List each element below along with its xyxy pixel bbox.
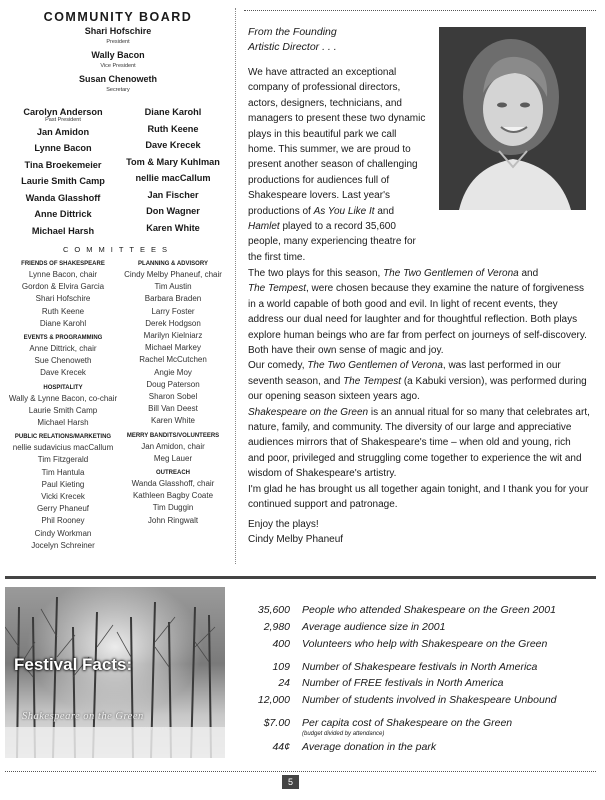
board-member: Wanda Glasshoff (25, 192, 101, 203)
fact-row (228, 677, 504, 689)
board-member: Lynne Bacon (34, 143, 92, 153)
committee-member: Tim Hantula (41, 467, 85, 477)
fact-number: 109 (272, 661, 290, 673)
committee-member: Karen White (150, 416, 196, 426)
letter-line: productions for audiences full of (248, 174, 390, 186)
committee-member: Michael Harsh (37, 418, 89, 428)
letter-text: The two plays for this season, (248, 268, 384, 279)
committee-member: Vicki Krecek (41, 492, 85, 502)
fact-text: Number of students involved in Shakespeare Unbound (302, 694, 557, 706)
board-member-note: Past President (45, 116, 81, 123)
board-member: Jan Amidon (36, 126, 90, 137)
committee-heading: PUBLIC RELATIONS/MARKETING (14, 434, 112, 441)
committee-member: Rachel McCutchen (139, 355, 207, 365)
fact-text: Average donation in the park (302, 741, 437, 753)
committee-heading: FRIENDS OF SHAKESPEARE (21, 261, 105, 267)
fact-text: Average audience size in 2001 (302, 621, 446, 633)
festival-logo: Shakespeare on the Green (22, 711, 144, 722)
letter-closing: Enjoy the plays! (248, 519, 319, 530)
board-member: Tom & Mary Kuhlman (126, 156, 220, 167)
fact-number: 24 (278, 677, 290, 689)
committee-heading: PLANNING & ADVISORY (138, 261, 208, 267)
letter-paragraph (248, 405, 590, 482)
fact-text: Per capita cost of Shakespeare on the Green (302, 717, 513, 729)
page-number: 5 (282, 775, 299, 789)
committee-member: Tim Duggin (152, 503, 194, 513)
committee-member: Bill Van Deest (148, 404, 198, 414)
director-portrait (439, 27, 586, 210)
committee-member: Cindy Workman (34, 528, 92, 538)
letter-paragraph (248, 266, 590, 358)
board-member: Diane Karohl (144, 107, 202, 117)
committee-member: Diane Karohl (39, 318, 87, 328)
committee-member: Angie Moy (154, 367, 192, 377)
committee-member: Wanda Glasshoff, chair (131, 479, 215, 489)
letter-text: and (374, 205, 395, 217)
committee-member: Gerry Phaneuf (36, 504, 90, 514)
festival-name: Shakespeare on the Green (248, 406, 369, 418)
fact-row (228, 638, 547, 650)
committee-member: Dave Krecek (40, 368, 86, 378)
committee-member: Derek Hodgson (145, 318, 201, 328)
committee-member: Doug Paterson (146, 379, 200, 389)
committee-member: Kathleen Bagby Coate (132, 491, 214, 501)
committee-member: Barbara Braden (144, 294, 202, 304)
letter-line: people, many experiencing theatre for (248, 236, 416, 248)
officer-name: Shari Hofschire (84, 26, 152, 36)
letter-paragraph: I'm glad he has brought us all together again tonight, and I thank you for your continued support and patronage. (248, 483, 589, 511)
committee-member: Shari Hofschire (35, 294, 91, 304)
board-member: Dave Krecek (145, 140, 201, 150)
fact-footnote: (budget divided by attendance) (302, 731, 385, 737)
fact-text: Number of FREE festivals in North America (302, 677, 504, 689)
play-title: The Tempest (343, 375, 402, 387)
top-divider (244, 10, 596, 11)
board-title: COMMUNITY BOARD (43, 10, 193, 24)
letter-line: home. This summer, we are proud to (248, 144, 411, 156)
letter-text: Our comedy, (248, 360, 308, 372)
festival-facts-title: Festival Facts: (14, 655, 133, 674)
fact-number: 2,980 (263, 621, 290, 633)
letter-text: (a Kabuki version), was performed during our opening season sixteen years ago. (248, 375, 587, 403)
letter-intro (248, 65, 428, 265)
committees-title: COMMITTEES (63, 245, 173, 254)
committee-member: Marilyn Kielniarz (143, 331, 203, 341)
committee-member: Larry Foster (151, 306, 195, 316)
committee-member: nellie sudavicius macCallum (12, 443, 114, 453)
fact-row (228, 694, 557, 706)
officer-secretary (8, 74, 228, 96)
committee-member: Lynne Bacon, chair (28, 270, 98, 279)
committees-left (8, 260, 118, 552)
committees (8, 245, 228, 552)
officer-name: Susan Chenoweth (78, 74, 157, 84)
letter-line: the first time. (248, 251, 306, 263)
board-member: Jan Fischer (147, 189, 199, 200)
officer-name: Wally Bacon (91, 50, 145, 60)
fact-row (228, 604, 556, 616)
committee-member: Jan Amidon, chair (141, 441, 205, 451)
committee-member: Tim Fitzgerald (37, 455, 89, 465)
board-member: Don Wagner (146, 206, 200, 216)
play-title: Hamlet (248, 221, 280, 233)
festival-logo-subtitle: CONTINUES (140, 726, 169, 731)
officer-vice-president (8, 50, 228, 72)
board-member: Carolyn Anderson (23, 107, 103, 117)
fact-number: 35,600 (257, 604, 290, 616)
committee-heading: EVENTS & PROGRAMMING (23, 335, 103, 342)
letter-line: Shakespeare lovers. Last year's (248, 190, 390, 202)
committee-member: Michael Markey (144, 343, 201, 353)
fact-number: 12,000 (257, 694, 290, 706)
letter-line: present another season of challenging (248, 159, 418, 171)
letter-text: , was last performed in our seventh season, and (248, 360, 561, 387)
committee-member: John Ringwalt (147, 515, 199, 525)
board-member: Ruth Keene (147, 123, 199, 134)
letter-body (248, 266, 590, 513)
play-title: The Two Gentlemen of Verona (383, 268, 519, 279)
board-member: Laurie Smith Camp (21, 176, 105, 186)
letter-text: is an annual ritual for so many that celebrates art, nature, family, and community. The diversity of our large and appreciative audiences mirrors that of Shakespeare's time – when old and young, rich and poor, privileged and struggling come together to experience the wit and wisdom of Shakespeare's artistry. (248, 406, 590, 480)
officer-role: Secretary (106, 87, 130, 93)
fact-number: 400 (272, 638, 290, 650)
letter-paragraph (248, 358, 590, 404)
committees-right (118, 260, 228, 552)
board-members-left (8, 104, 118, 239)
board-member: Anne Dittrick (34, 209, 92, 219)
fact-row (228, 741, 436, 753)
committee-member: Sharon Sobel (148, 392, 198, 402)
play-title: As You Like It (313, 205, 375, 217)
committee-member: Jocelyn Schreiner (31, 540, 95, 550)
committee-heading: OUTREACH (156, 470, 190, 477)
board-members-right (118, 104, 228, 239)
letter-line: plays in this beautiful park we call (248, 128, 397, 140)
committee-heading: HOSPITALITY (43, 384, 83, 391)
fact-row (228, 717, 512, 729)
board-member: Karen White (146, 222, 200, 233)
letter-heading-line: Artistic Director . . . (248, 41, 337, 53)
letter-heading (248, 25, 337, 55)
letter-heading-line: From the Founding (248, 26, 337, 38)
letter-line: managers to present these two dynamic (248, 113, 426, 125)
board-members (8, 104, 228, 239)
letter-signature: Cindy Melby Phaneuf (248, 534, 344, 546)
footer-divider (5, 771, 596, 772)
column-divider (235, 8, 236, 564)
board-member: Tina Broekemeier (24, 159, 102, 170)
letter-signoff (248, 517, 343, 548)
letter-text: and (518, 268, 539, 279)
fact-text: People who attended Shakespeare on the Green 2001 (302, 604, 556, 616)
play-title: The Two Gentlemen of Verona (307, 360, 443, 372)
fact-text: Number of Shakespeare festivals in North America (302, 661, 538, 673)
play-title: The Tempest (248, 283, 306, 295)
fact-row (228, 621, 445, 633)
committee-member: Phil Rooney (41, 516, 85, 526)
board-member: nellie macCallum (135, 173, 211, 183)
fact-row (228, 661, 537, 673)
fact-number: 44¢ (272, 741, 290, 753)
letter-line: company of professional directors, (248, 82, 401, 94)
committee-member: Gordon & Elvira Garcia (21, 282, 105, 292)
community-board (8, 10, 228, 239)
fact-number: $7.00 (263, 717, 290, 729)
officer-role: Vice President (100, 63, 136, 69)
committee-member: Sue Chenoweth (34, 356, 92, 366)
letter-text: played to a record 35,600 (279, 221, 396, 233)
officer-role: President (106, 39, 130, 45)
section-divider (5, 576, 596, 579)
letter-line: We have attracted an exceptional (248, 67, 397, 78)
letter-text: productions of (248, 205, 314, 217)
committee-member: Cindy Melby Phaneuf, chair (124, 270, 222, 279)
committee-member: Meg Lauer (153, 453, 193, 463)
committee-member: Ruth Keene (41, 306, 85, 316)
portrait-photo (439, 27, 586, 210)
letter-text: , were chosen because they examine the nature of forgiveness in a world capable of both good and evil. In light of recent events, they address our dual need for laughter and for thoughtful reflection. Both plays explore human beings who are far from perfect on journeys of self-discovery. Both have their own sense of magic and joy. (248, 283, 587, 357)
committee-heading: MERRY BANDITS/VOLUNTEERS (126, 432, 220, 439)
letter-line: actors, designers, technicians, and (248, 97, 402, 109)
board-member: Michael Harsh (31, 225, 95, 236)
committee-member: Laurie Smith Camp (28, 405, 98, 415)
fact-text: Volunteers who help with Shakespeare on the Green (302, 638, 548, 650)
committee-member: Anne Dittrick, chair (29, 344, 97, 354)
officer-president (8, 26, 228, 48)
committee-member: Paul Kieting (41, 479, 85, 489)
committee-member: Tim Austin (154, 282, 192, 292)
committee-member: Wally & Lynne Bacon, co-chair (8, 393, 118, 403)
